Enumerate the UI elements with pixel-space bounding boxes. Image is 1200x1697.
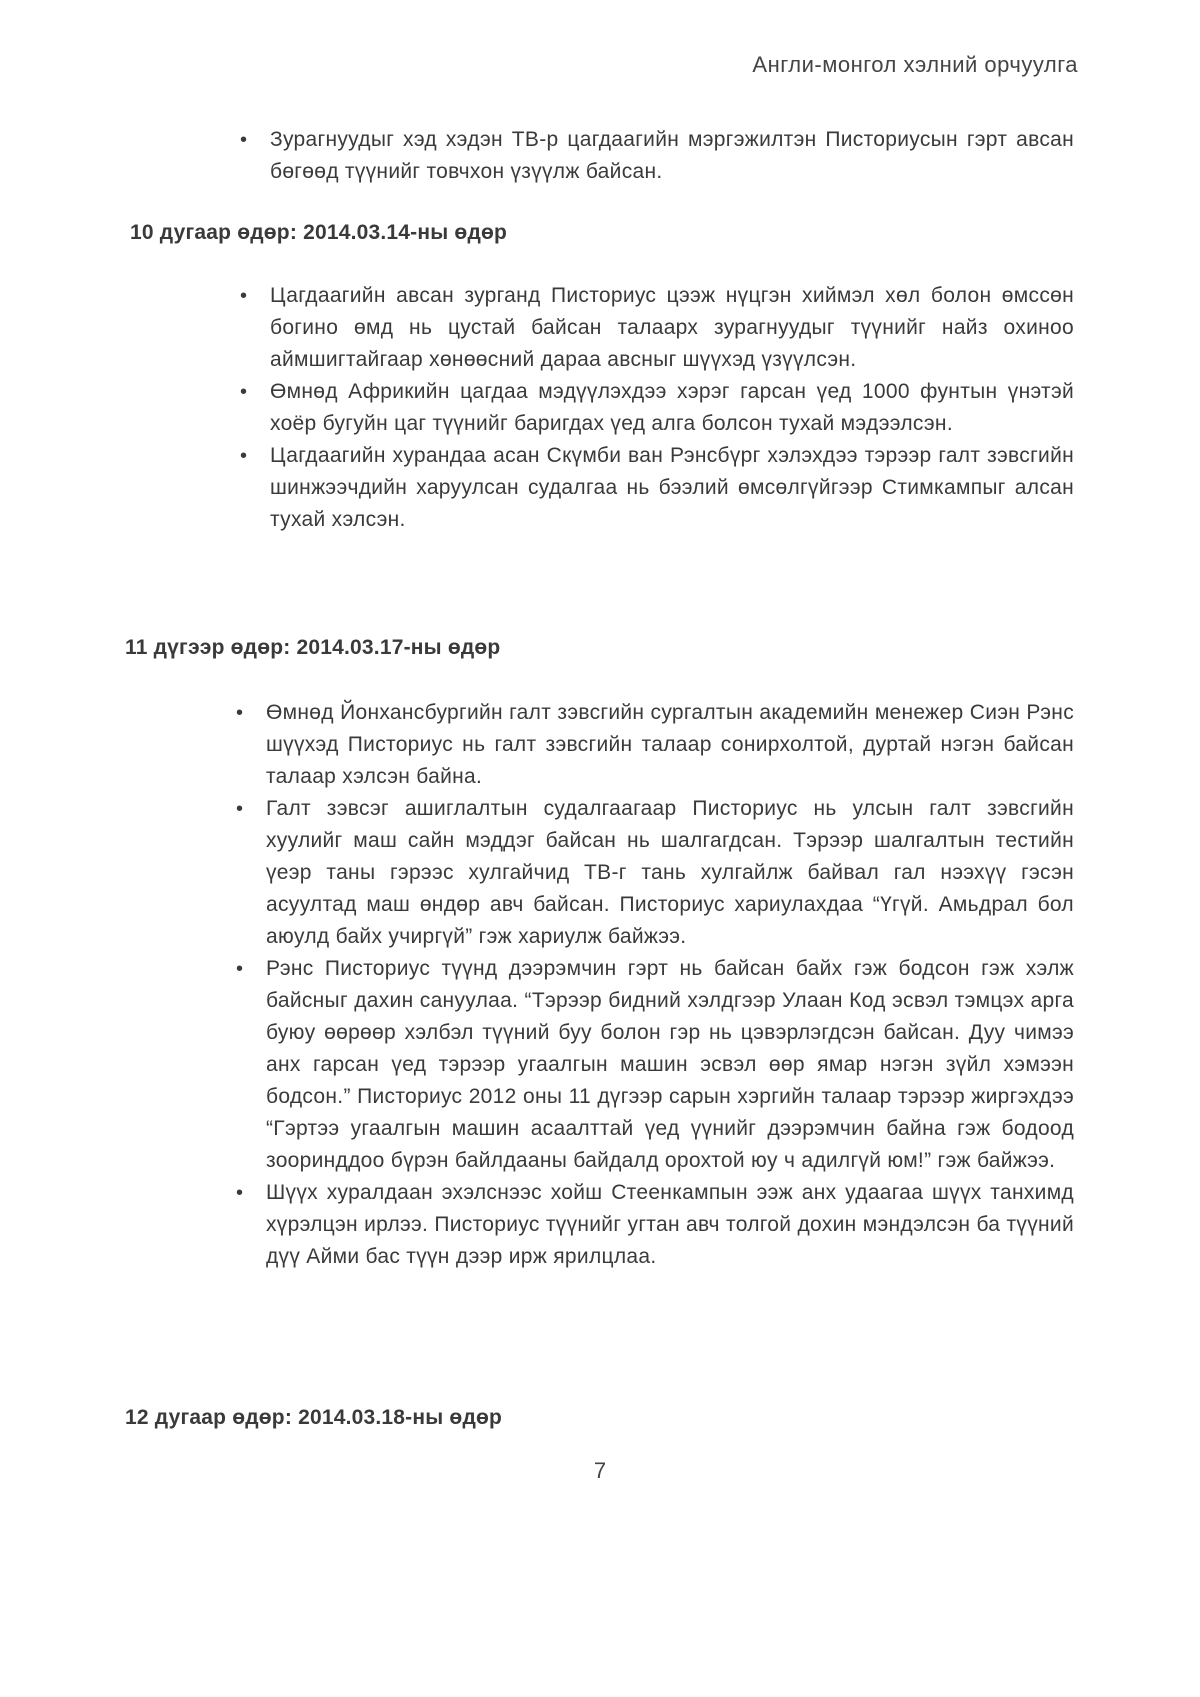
- section-heading-day-11: 11 дүгээр өдөр: 2014.03.17-ны өдөр: [125, 636, 501, 659]
- bullet-text: Зурагнуудыг хэд хэдэн ТВ-р цагдаагийн мэргэжилтэн Писториусын гэрт авсан бөгөөд түүнийг товчхон үзүүлж байсан.: [270, 128, 1074, 183]
- intro-bullet-list: [240, 124, 1074, 188]
- bullet-text: Рэнс Писториус түүнд дээрэмчин гэрт нь байсан байх гэж бодсон гэж хэлж байсныг дахин сануулаа. “Тэрээр бидний хэлдгээр Улаан Код эсвэл тэмцэх арга буюу өөрөөр хэлбэл түүний буу болон гэр нь цэвэрлэгдсэн байсан. Дуу чимээ анх гарсан үед тэрээр угаалгын машин эсвэл өөр ямар нэгэн зүйл хэмээн бодсон.” Писториус 2012 оны 11 дүгээр сарын хэргийн талаар тэрээр жиргэхдээ “Гэртээ угаалгын машин асаалттай үед үүнийг дээрэмчин байна гэж бодоод зооринддоо бүрэн байлдааны байдалд орохтой юу ч адилгүй юм!” гэж байжээ.: [266, 957, 1074, 1172]
- list-item: [240, 440, 1074, 536]
- bullet-icon: •: [236, 1182, 244, 1204]
- bullet-icon: •: [236, 958, 244, 980]
- section-heading-day-12: 12 дугаар өдөр: 2014.03.18-ны өдөр: [125, 1406, 503, 1429]
- list-item: [236, 793, 1074, 953]
- bullet-icon: •: [240, 285, 248, 307]
- list-item: [240, 280, 1074, 376]
- section-heading-day-10: 10 дугаар өдөр: 2014.03.14-ны өдөр: [130, 221, 508, 244]
- list-item: [240, 376, 1074, 440]
- list-item: [236, 697, 1074, 793]
- list-item: [236, 953, 1074, 1177]
- bullet-text: Цагдаагийн авсан зурганд Писториус цээж нүцгэн хиймэл хөл болон өмссөн богино өмд нь цустай байсан талаарх зурагнуудыг түүнийг найз охиноо аймшигтайгаар хөнөөсний дараа авсныг шүүхэд үзүүлсэн.: [270, 284, 1074, 371]
- bullet-icon: •: [236, 702, 244, 724]
- bullet-text: Галт зэвсэг ашиглалтын судалгаагаар Писториус нь улсын галт зэвсгийн хуулийг маш сайн мэддэг байсан нь шалгагдсан. Тэрээр шалгалтын тестийн үеэр таны гэрээс хулгайчид ТВ-г тань хулгайлж байвал гал нээхүү гэсэн асуултад маш өндөр авч байсан. Писториус хариулахдаа “Үгүй. Амьдрал бол аюулд байх учиргүй” гэж хариулж байжээ.: [266, 797, 1074, 948]
- page-number: 7: [593, 1458, 607, 1483]
- day-10-bullet-list: [240, 280, 1074, 536]
- bullet-text: Өмнөд Йонхансбургийн галт зэвсгийн сургалтын академийн менежер Сиэн Рэнс шүүхэд Писториус нь галт зэвсгийн талаар сонирхолтой, дуртай нэгэн байсан талаар хэлсэн байна.: [266, 701, 1074, 788]
- list-item: [240, 124, 1074, 188]
- bullet-text: Цагдаагийн хурандаа асан Скүмби ван Рэнсбүрг хэлэхдээ тэрээр галт зэвсгийн шинжээчдийн харуулсан судалгаа нь бээлий өмсөлгүйгээр Стимкампыг алсан тухай хэлсэн.: [270, 444, 1074, 531]
- list-item: [236, 1177, 1074, 1273]
- bullet-icon: •: [236, 798, 244, 820]
- day-11-bullet-list: [236, 697, 1074, 1273]
- bullet-text: Өмнөд Африкийн цагдаа мэдүүлэхдээ хэрэг гарсан үед 1000 фунтын үнэтэй хоёр бугуйн цаг түүнийг баригдах үед алга болсон тухай мэдээлсэн.: [270, 380, 1074, 435]
- bullet-icon: •: [240, 381, 248, 403]
- running-header: Англи-монгол хэлний орчуулга: [752, 52, 1078, 77]
- bullet-text: Шүүх хуралдаан эхэлснээс хойш Стеенкампын ээж анх удаагаа шүүх танхимд хүрэлцэн ирлээ. Писториус түүнийг угтан авч толгой дохин мэндэлсэн ба түүний дүү Айми бас түүн дээр ирж ярилцлаа.: [266, 1181, 1074, 1268]
- bullet-icon: •: [240, 445, 248, 467]
- bullet-icon: •: [240, 129, 248, 151]
